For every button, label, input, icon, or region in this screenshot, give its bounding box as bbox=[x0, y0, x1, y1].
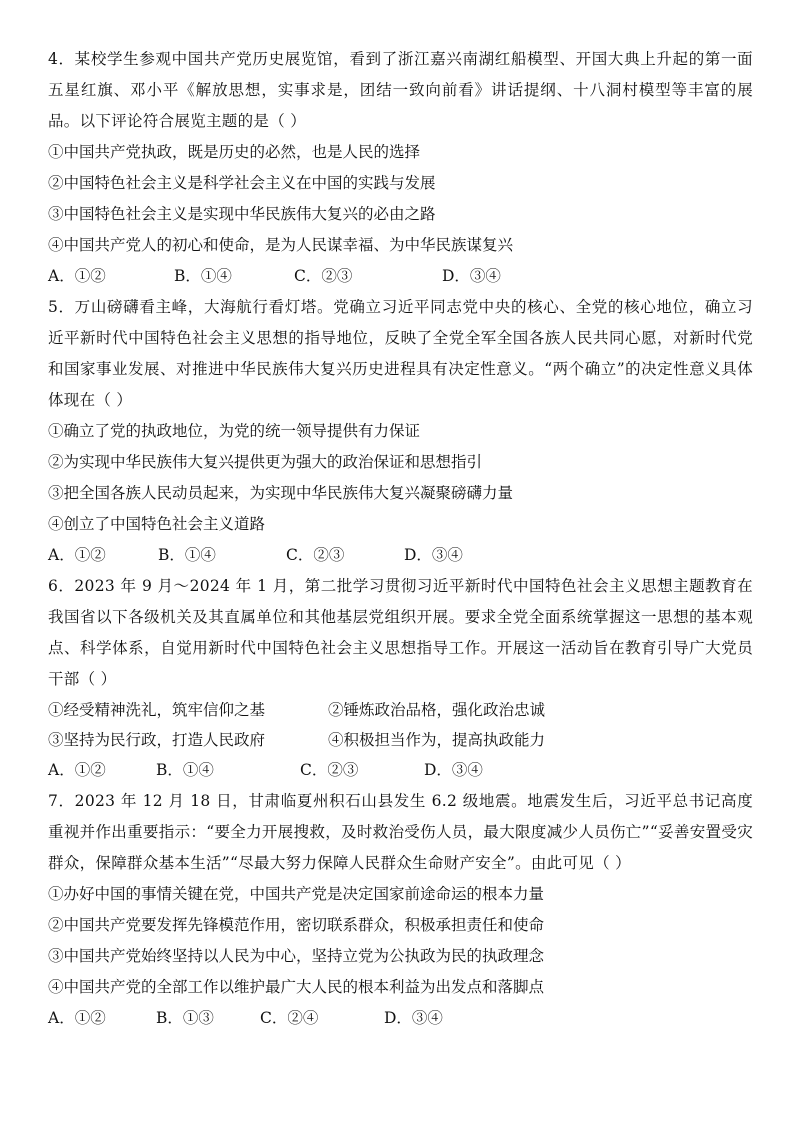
answer-choice-d[interactable]: D．③④ bbox=[384, 1009, 443, 1027]
statement-option: ④创立了中国特色社会主义道路 bbox=[48, 515, 266, 533]
answer-choice-c[interactable]: C．②③ bbox=[300, 761, 359, 779]
statement-option: ③坚持为民行政，打造人民政府 bbox=[48, 731, 266, 749]
answer-choice-b[interactable]: B．①④ bbox=[174, 267, 232, 285]
statement-option: ②为实现中华民族伟大复兴提供更为强大的政治保证和思想指引 bbox=[48, 453, 483, 471]
statement-option: ①中国共产党执政，既是历史的必然，也是人民的选择 bbox=[48, 143, 421, 161]
question-5 bbox=[48, 292, 753, 571]
question-stem: 4．某校学生参观中国共产党历史展览馆，看到了浙江嘉兴南湖红船模型、开国大典上升起的第一面五星红旗、邓小平《解放思想，实事求是，团结一致向前看》讲话提纲、十八洞村模型等丰富的展品。以下评论符合展览主题的是（ ） bbox=[48, 50, 753, 130]
statement-option-row bbox=[48, 695, 753, 725]
answer-choice-b[interactable]: B．①④ bbox=[158, 546, 216, 564]
answer-choices bbox=[48, 755, 753, 786]
exam-page bbox=[48, 44, 753, 1034]
answer-choices bbox=[48, 540, 753, 571]
statement-option: ④积极担当作为，提高执政能力 bbox=[328, 731, 546, 749]
statement-option: ②中国共产党要发挥先锋模范作用，密切联系群众，积极承担责任和使命 bbox=[48, 916, 545, 934]
question-6 bbox=[48, 571, 753, 786]
answer-choice-d[interactable]: D．③④ bbox=[442, 267, 501, 285]
answer-choice-a[interactable]: A．①② bbox=[48, 267, 106, 285]
statement-option: ③中国特色社会主义是实现中华民族伟大复兴的必由之路 bbox=[48, 205, 436, 223]
statement-option: ①确立了党的执政地位，为党的统一领导提供有力保证 bbox=[48, 422, 421, 440]
statement-option-row bbox=[48, 725, 753, 755]
answer-choice-b[interactable]: B．①④ bbox=[156, 761, 214, 779]
question-stem: 5．万山磅礴看主峰，大海航行看灯塔。党确立习近平同志党中央的核心、全党的核心地位，确立习近平新时代中国特色社会主义思想的指导地位，反映了全党全军全国各族人民共同心愿，对新时代党和国家事业发展、对推进中华民族伟大复兴历史进程具有决定性意义。“两个确立”的决定性意义具体体现在（ ） bbox=[48, 298, 753, 409]
statement-option: ③把全国各族人民动员起来，为实现中华民族伟大复兴凝聚磅礴力量 bbox=[48, 484, 514, 502]
answer-choice-c[interactable]: C．②③ bbox=[294, 267, 353, 285]
statement-option: ①办好中国的事情关键在党，中国共产党是决定国家前途命运的根本力量 bbox=[48, 885, 545, 903]
answer-choice-b[interactable]: B．①③ bbox=[156, 1009, 214, 1027]
statement-option: ②中国特色社会主义是科学社会主义在中国的实践与发展 bbox=[48, 174, 436, 192]
answer-choice-d[interactable]: D．③④ bbox=[424, 761, 483, 779]
question-7 bbox=[48, 786, 753, 1034]
answer-choice-d[interactable]: D．③④ bbox=[404, 546, 463, 564]
question-4 bbox=[48, 44, 753, 292]
question-stem: 7．2023 年 12 月 18 日，甘肃临夏州积石山县发生 6.2 级地震。地震发生后，习近平总书记高度重视并作出重要指示：“要全力开展搜救，及时救治受伤人员，最大限度减少人员伤亡”“妥善安置受灾群众，保障群众基本生活”“尽最大努力保障人民群众生命财产安全”。由此可见（ ） bbox=[48, 792, 753, 872]
answer-choices bbox=[48, 1003, 753, 1034]
answer-choice-a[interactable]: A．①② bbox=[48, 761, 106, 779]
answer-choice-a[interactable]: A．①② bbox=[48, 1009, 106, 1027]
statement-option: ④中国共产党的全部工作以维护最广大人民的根本利益为出发点和落脚点 bbox=[48, 978, 545, 996]
statement-option: ①经受精神洗礼，筑牢信仰之基 bbox=[48, 701, 266, 719]
answer-choice-c[interactable]: C．②④ bbox=[260, 1009, 319, 1027]
answer-choice-c[interactable]: C．②③ bbox=[286, 546, 345, 564]
answer-choices bbox=[48, 261, 753, 292]
answer-choice-a[interactable]: A．①② bbox=[48, 546, 106, 564]
statement-option: ②锤炼政治品格，强化政治忠诚 bbox=[328, 701, 546, 719]
question-stem: 6．2023 年 9 月～2024 年 1 月，第二批学习贯彻习近平新时代中国特色社会主义思想主题教育在我国省以下各级机关及其直属单位和其他基层党组织开展。要求全党全面系统掌握这一思想的基本观点、科学体系，自觉用新时代中国特色社会主义思想指导工作。开展这一活动旨在教育引导广大党员干部（ ） bbox=[48, 577, 753, 688]
statement-option: ③中国共产党始终坚持以人民为中心，坚持立党为公执政为民的执政理念 bbox=[48, 947, 545, 965]
statement-option: ④中国共产党人的初心和使命，是为人民谋幸福、为中华民族谋复兴 bbox=[48, 236, 514, 254]
